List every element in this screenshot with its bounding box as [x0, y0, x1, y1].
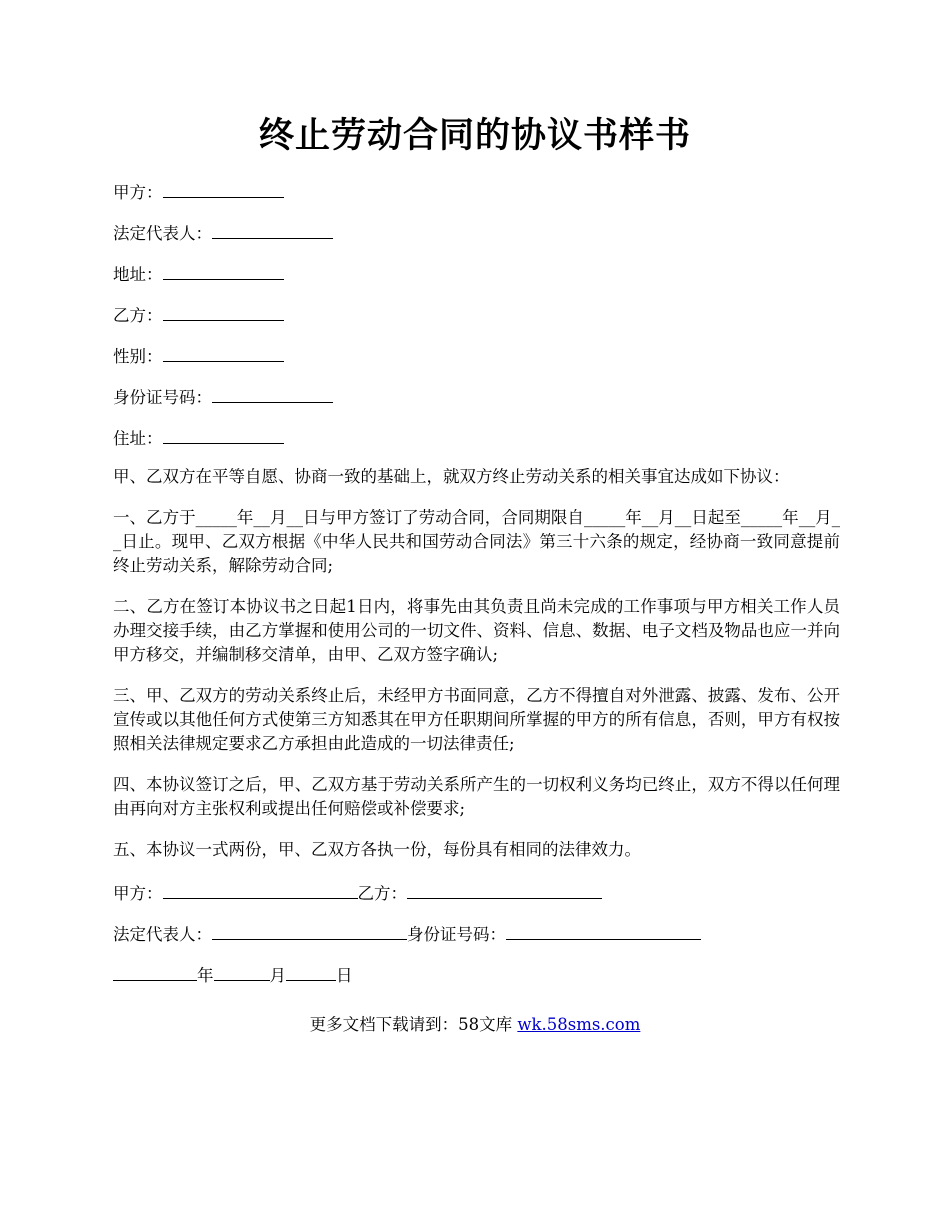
fill-blank	[407, 879, 602, 899]
field-label: 地址：	[113, 265, 163, 284]
document-title: 终止劳动合同的协议书样书	[258, 115, 691, 156]
fill-blank	[113, 961, 197, 981]
fill-blank	[214, 961, 270, 981]
fill-blank	[163, 301, 284, 321]
field-label: 身份证号码：	[113, 388, 212, 407]
field-id-number	[113, 383, 840, 407]
field-label: 性别：	[113, 347, 163, 366]
field-label: 住址：	[113, 429, 163, 448]
sign-label-party-a: 甲方：	[113, 884, 163, 903]
sign-label-party-b: 乙方：	[357, 884, 407, 903]
fill-blank	[163, 424, 284, 444]
fill-blank	[163, 342, 284, 362]
fill-blank	[163, 178, 284, 198]
field-legal-representative	[113, 219, 840, 243]
field-party-b	[113, 301, 840, 325]
fill-blank	[163, 260, 284, 280]
footer-link[interactable]: wk.58sms.com	[517, 1015, 641, 1034]
signature-rep-row	[113, 920, 840, 944]
date-label-day: 日	[336, 966, 353, 985]
field-residence	[113, 424, 840, 448]
clause-paragraph: 二、乙方在签订本协议书之日起1日内，将事先由其负责且尚未完成的工作事项与甲方相关工作人员办理交接手续，由乙方掌握和使用公司的一切文件、资料、信息、数据、电子文档及物品也应一并向甲方移交，并编制移交清单，由甲、乙双方签字确认;	[113, 597, 840, 664]
fill-blank	[163, 879, 358, 899]
field-label: 甲方：	[113, 183, 163, 202]
clause-paragraph: 一、乙方于_____年__月__日与甲方签订了劳动合同，合同期限自_____年__月__日起至_____年__月__日止。现甲、乙双方根据《中华人民共和国劳动合同法》第三十六条的规定，经协商一致同意提前终止劳动关系，解除劳动合同;	[113, 508, 840, 575]
clause-paragraph: 三、甲、乙双方的劳动关系终止后，未经甲方书面同意，乙方不得擅自对外泄露、披露、发布、公开宣传或以其他任何方式使第三方知悉其在甲方任职期间所掌握的甲方的所有信息，否则，甲方有权按照相关法律规定要求乙方承担由此造成的一切法律责任;	[113, 686, 840, 753]
date-label-year: 年	[197, 966, 214, 985]
field-address	[113, 260, 840, 284]
date-label-month: 月	[269, 966, 286, 985]
field-label: 法定代表人：	[113, 224, 212, 243]
fill-blank	[286, 961, 336, 981]
field-party-a	[113, 178, 840, 202]
document-body	[113, 178, 840, 1002]
intro-paragraph: 甲、乙双方在平等自愿、协商一致的基础上，就双方终止劳动关系的相关事宜达成如下协议：	[113, 467, 790, 486]
clause-paragraph: 四、本协议签订之后，甲、乙双方基于劳动关系所产生的一切权利义务均已终止，双方不得以任何理由再向对方主张权利或提出任何赔偿或补偿要求;	[113, 775, 840, 818]
footer-text: 更多文档下载请到：58文库	[309, 1015, 513, 1034]
fill-blank	[506, 920, 701, 940]
field-gender	[113, 342, 840, 366]
fill-blank	[212, 383, 333, 403]
sign-label-legal-rep: 法定代表人：	[113, 925, 212, 944]
signature-date-row	[113, 961, 840, 985]
signature-parties-row	[113, 879, 840, 903]
clause-paragraph: 五、本协议一式两份，甲、乙双方各执一份，每份具有相同的法律效力。	[113, 840, 641, 859]
sign-label-id-number: 身份证号码：	[407, 925, 506, 944]
footer-note	[0, 1013, 950, 1037]
fill-blank	[212, 920, 407, 940]
fill-blank	[212, 219, 333, 239]
field-label: 乙方：	[113, 306, 163, 325]
